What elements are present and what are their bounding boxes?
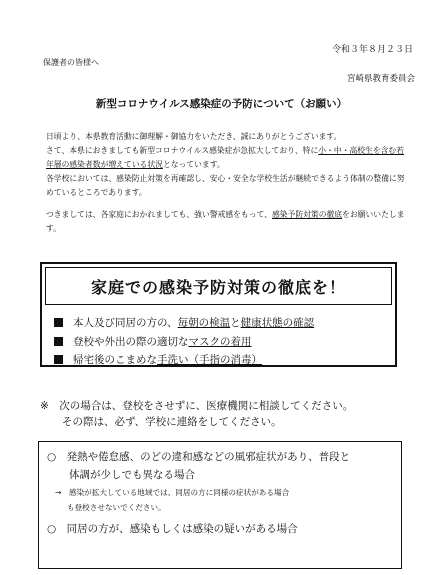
measures-box — [40, 262, 397, 367]
measure-emphasis: マスクの着用 — [188, 336, 252, 348]
emphasis-prevention: 感染予防対策の徹底 — [271, 210, 343, 219]
measure-emphasis: 手洗い（手指の消毒） — [157, 354, 262, 366]
measure-item-text: 登校や外出の際の適切な — [73, 336, 189, 348]
paragraph-situation-end: となっています。 — [162, 160, 225, 169]
note-line-2: その際は、必ず、学校に連絡をしてください。 — [62, 416, 282, 428]
square-bullet-icon — [54, 355, 63, 364]
paragraph-request-end: をお願いいたします。 — [46, 210, 405, 233]
conditions-box — [38, 441, 402, 569]
paragraph-situation — [46, 144, 406, 172]
paragraph-schools: 各学校においては、感染防止対策を再確認し、安心・安全な学校生活が継続できるよう体制の整備に努めているところであります。 — [46, 174, 405, 197]
measure-item-text: と — [230, 317, 241, 329]
paragraph-request-text: つきましては、各家庭におかれましても、強い警戒感をもって、 — [46, 210, 272, 219]
measure-item-text: 帰宅後のこまめな — [73, 354, 157, 366]
measure-item-temperature — [54, 315, 314, 330]
condition-household-symptoms: → 感染が拡大している地域では、同居の方に同様の症状がある場合 — [55, 488, 290, 497]
document-title: 新型コロナウイルス感染症の予防について（お願い） — [95, 98, 348, 110]
condition-symptoms: ○ 発熱や倦怠感、のどの違和感などの風邪症状があり、普段と — [47, 451, 351, 463]
measure-item-text: 本人及び同居の方の、 — [73, 317, 178, 329]
measure-item-mask — [54, 334, 252, 349]
paragraph-greeting: 日頃より、本県教育活動に御理解・御協力をいただき、誠にありがとうございます。 — [46, 132, 342, 141]
paragraph-request — [46, 208, 406, 236]
condition-symptoms-cont: 体調が少しでも異なる場合 — [69, 469, 195, 481]
condition-household-infection: ○ 同居の方が、感染もしくは感染の疑いがある場合 — [47, 523, 298, 535]
paragraph-situation-text: さて、本県におきましても新型コロナウイルス感染症が急拡大しており、特に — [46, 146, 319, 155]
issuer-name: 宮崎県教育委員会 — [346, 74, 415, 84]
emphasis-young-cases: 小・中・高校生を含む若年層の感染者数が増えている状況 — [46, 146, 405, 169]
measures-heading: 家庭での感染予防対策の徹底を！ — [45, 267, 392, 305]
square-bullet-icon — [54, 337, 63, 346]
document-date: 令和３年８月２３日 — [331, 45, 413, 55]
note-line-1: ※ 次の場合は、登校をさせずに、医療機関に相談してください。 — [40, 400, 354, 412]
condition-household-symptoms-cont: も登校させないでください。 — [67, 503, 166, 512]
square-bullet-icon — [54, 318, 63, 327]
measure-emphasis: 毎朝の検温 — [177, 317, 231, 329]
measure-emphasis: 健康状態の確認 — [240, 317, 315, 329]
measure-item-handwash — [54, 352, 262, 367]
recipient-line: 保護者の皆様へ — [43, 58, 99, 67]
